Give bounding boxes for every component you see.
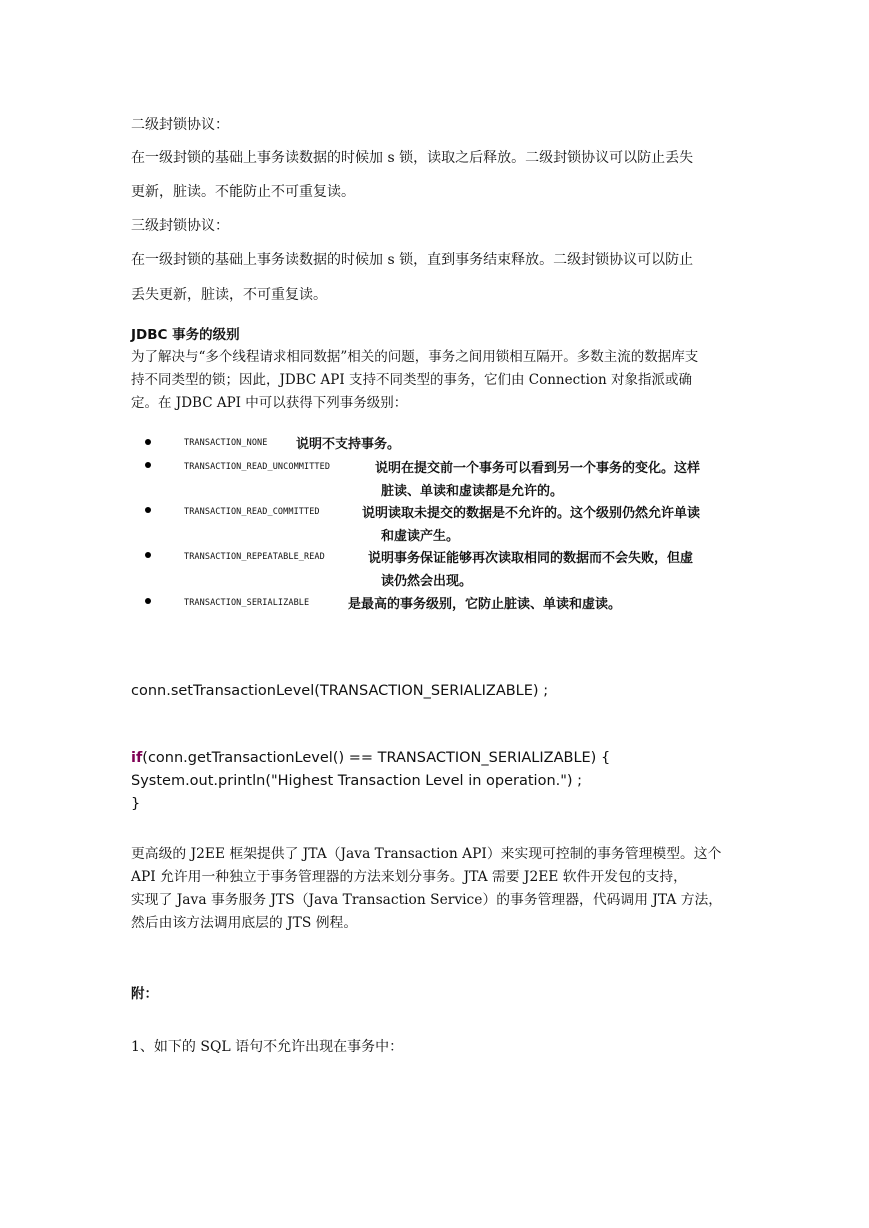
level-constant: TRANSACTION_NONE — [184, 438, 268, 448]
bullet-icon — [145, 552, 151, 558]
level-description: 说明在提交前一个事务可以看到另一个事务的变化。这样 — [375, 461, 701, 476]
level-description-cont: 和虚读产生。 — [381, 529, 460, 544]
level3-line2: 丢失更新，脏读，不可重复读。 — [131, 287, 327, 303]
appendix-item-1: 1、如下的 SQL 语句不允许出现在事务中： — [131, 1039, 404, 1055]
bullet-icon — [145, 462, 151, 468]
jdbc-para-line2: 持不同类型的锁；因此，JDBC API 支持不同类型的事务，它们由 Connection 对象指派或确 — [131, 372, 693, 388]
jta-line3: 实现了 Java 事务服务 JTS（Java Transaction Service）的事务管理器，代码调用 JTA 方法， — [131, 892, 723, 908]
level2-line1: 在一级封锁的基础上事务读数据的时候加 s 锁，读取之后释放。二级封锁协议可以防止丢失 — [131, 150, 694, 166]
jdbc-para-line1: 为了解决与“多个线程请求相同数据”相关的问题，事务之间用锁相互隔开。多数主流的数据库支 — [131, 349, 699, 365]
bullet-icon — [145, 507, 151, 513]
level-description: 是最高的事务级别，它防止脏读、单读和虚读。 — [348, 597, 622, 612]
jta-line1: 更高级的 J2EE 框架提供了 JTA（Java Transaction API）来实现可控制的事务管理模型。这个 — [131, 846, 722, 862]
level3-line1: 在一级封锁的基础上事务读数据的时候加 s 锁，直到事务结束释放。二级封锁协议可以防止 — [131, 252, 694, 268]
jta-line4: 然后由该方法调用底层的 JTS 例程。 — [131, 915, 358, 931]
level-description: 说明事务保证能够再次读取相同的数据而不会失败，但虚 — [368, 551, 694, 566]
code-line-set-level: conn.setTransactionLevel(TRANSACTION_SERIALIZABLE) ; — [131, 683, 549, 699]
level-constant: TRANSACTION_REPEATABLE_READ — [184, 552, 325, 562]
code-line-close-brace: } — [131, 796, 141, 812]
level-constant: TRANSACTION_READ_UNCOMMITTED — [184, 462, 331, 472]
level2-line2: 更新，脏读。不能防止不可重复读。 — [131, 184, 355, 200]
appendix-title: 附： — [131, 986, 158, 1002]
level-constant: TRANSACTION_SERIALIZABLE — [184, 598, 310, 608]
level-description-cont: 读仍然会出现。 — [381, 574, 473, 589]
level-description: 说明读取未提交的数据是不允许的。这个级别仍然允许单读 — [362, 506, 701, 521]
level-description: 说明不支持事务。 — [296, 437, 401, 452]
code-if-keyword: if — [131, 750, 143, 766]
jdbc-heading: JDBC 事务的级别 — [131, 327, 240, 343]
bullet-icon — [145, 598, 151, 604]
code-if-condition: (conn.getTransactionLevel() == TRANSACTION_SERIALIZABLE) { — [142, 750, 611, 766]
code-line-if — [131, 750, 610, 766]
jta-line2: API 允许用一种独立于事务管理器的方法来划分事务。JTA 需要 J2EE 软件开发包的支持， — [131, 869, 687, 885]
bullet-icon — [145, 439, 151, 445]
level2-title: 二级封锁协议： — [131, 117, 229, 133]
level-constant: TRANSACTION_READ_COMMITTED — [184, 507, 320, 517]
jdbc-para-line3: 定。在 JDBC API 中可以获得下列事务级别： — [131, 395, 408, 411]
level3-title: 三级封锁协议： — [131, 218, 229, 234]
code-line-println: System.out.println("Highest Transaction Level in operation.") ; — [131, 773, 583, 789]
level-description-cont: 脏读、单读和虚读都是允许的。 — [381, 484, 564, 499]
